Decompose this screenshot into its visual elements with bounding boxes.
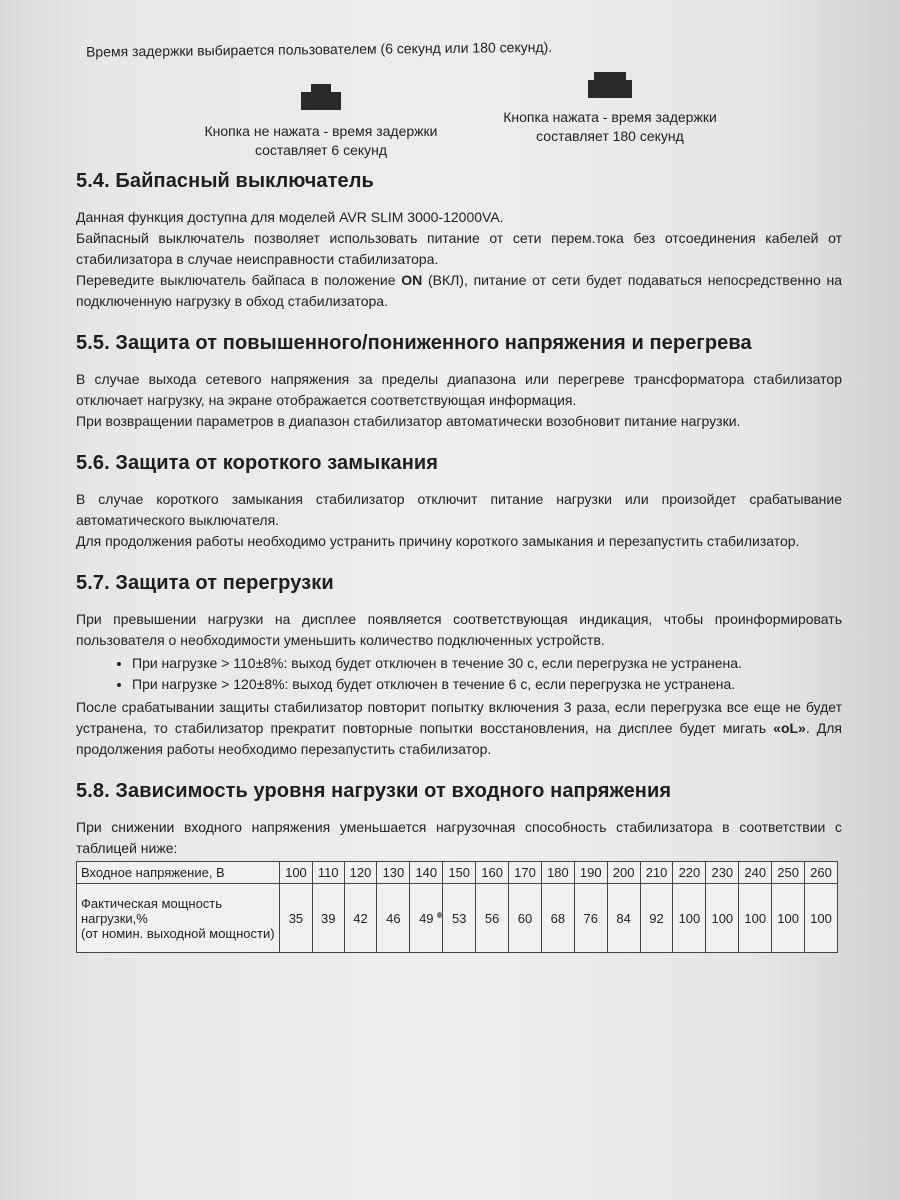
table-cell-load: 39	[312, 884, 344, 953]
delay-intro-text: Время задержки выбирается пользователем (6 секунд или 180 секунд).	[85, 38, 553, 60]
table-cell-load: 53	[443, 884, 476, 953]
table-cell-voltage: 240	[739, 862, 772, 884]
section-5-7-p2-text: После срабатывании защиты стабилизатор повторит попытку включения 3 раза, если перегрузка все еще не будет устранена, то стабилизатор прекратит повторные попытки восстановления, на дисплее будет мигать	[76, 699, 842, 736]
table-cell-voltage: 210	[640, 862, 673, 884]
table-cell-voltage: 120	[344, 862, 377, 884]
section-5-4-p1: Данная функция доступна для моделей AVR SLIM 3000-12000VA.	[76, 209, 504, 225]
table-cell-voltage: 220	[673, 862, 706, 884]
table-cell-voltage: 150	[443, 862, 476, 884]
table-header-label: Входное напряжение, В	[77, 862, 280, 884]
table-cell-load: 84	[607, 884, 640, 953]
section-5-5-p2: При возвращении параметров в диапазон стабилизатор автоматически возобновит питание нагрузки.	[76, 413, 741, 429]
table-cell-load: 100	[673, 884, 706, 953]
section-5-4-p3	[76, 270, 842, 312]
document-content	[76, 170, 842, 973]
section-5-4-p3-text: Переведите выключатель байпаса в положение	[76, 272, 402, 288]
table-cell-load: 49	[410, 884, 443, 953]
overload-bullet-1: • При нагрузке > 110±8%: выход будет отключен в течение 30 с, если перегрузка не устранена.	[132, 653, 842, 674]
table-cell-voltage: 170	[509, 862, 542, 884]
button-unpressed-icon	[301, 92, 341, 110]
table-cell-load: 46	[377, 884, 410, 953]
section-5-7-title: 5.7. Защита от перегрузки	[76, 572, 334, 594]
section-5-7-p1: При превышении нагрузки на дисплее появляется соответствующая индикация, чтобы проинформировать пользователя о необходимости уменьшить количество подключенных устройств.	[76, 611, 842, 648]
table-cell-load: 100	[772, 884, 805, 953]
ol-indicator-label: «oL»	[773, 720, 806, 736]
button-pressed-caption-line2: составляет 180 секунд	[536, 128, 684, 144]
table-cell-voltage: 200	[607, 862, 640, 884]
table-row-voltage	[77, 862, 838, 884]
section-5-5-p1: В случае выхода сетевого напряжения за пределы диапазона или перегреве трансформатора стабилизатор отключает нагрузку, на экране отображается соответствующая информация.	[76, 371, 842, 408]
table-cell-voltage: 140	[410, 862, 443, 884]
table-cell-load: 42	[344, 884, 377, 953]
section-5-7	[76, 572, 842, 760]
button-pressed-icon	[588, 72, 632, 98]
section-5-4-p3-text-end: (ВКЛ), питание от сети будет подаваться непосредственно на подключенную нагрузку в обход стабилизатора.	[76, 272, 842, 309]
table-cell-voltage: 100	[280, 862, 313, 884]
section-5-6-title: 5.6. Защита от короткого замыкания	[76, 452, 439, 474]
table-cell-voltage: 160	[476, 862, 509, 884]
section-5-6-p2: Для продолжения работы необходимо устранить причину короткого замыкания и перезапустить стабилизатор.	[76, 533, 800, 549]
button-pressed-caption-line1: Кнопка нажата - время задержки	[503, 109, 717, 125]
table-cell-voltage: 250	[772, 862, 805, 884]
section-5-8-p1: При снижении входного напряжения уменьшается нагрузочная способность стабилизатора в соответствии с таблицей ниже:	[76, 819, 842, 856]
button-unpressed-caption-line2: составляет 6 секунд	[254, 142, 388, 158]
section-5-8-title: 5.8. Зависимость уровня нагрузки от входного напряжения	[76, 780, 672, 802]
button-pressed-illustration	[480, 72, 740, 146]
table-load-label	[77, 884, 280, 953]
button-unpressed-illustration	[186, 86, 456, 160]
table-cell-voltage: 190	[574, 862, 607, 884]
table-cell-voltage: 130	[377, 862, 410, 884]
table-cell-load: 100	[739, 884, 772, 953]
section-5-7-p2	[76, 697, 842, 760]
table-load-label-line1: Фактическая мощность нагрузки,%	[81, 895, 223, 926]
table-cell-load: 100	[805, 884, 838, 953]
table-load-label-line2: (от номин. выходной мощности)	[81, 925, 275, 941]
table-cell-load: 76	[574, 884, 607, 953]
section-5-4-on-label: ON	[401, 272, 423, 288]
section-5-6-p1: В случае короткого замыкания стабилизатор отключит питание нагрузки или произойдет срабатывание автоматического выключателя.	[76, 491, 842, 528]
table-cell-load: 35	[280, 884, 313, 953]
section-5-4	[76, 170, 842, 312]
button-unpressed-caption-line1: Кнопка не нажата - время задержки	[204, 123, 438, 139]
section-5-7-p2-text-end: . Для продолжения работы необходимо перезапустить стабилизатор.	[76, 720, 842, 757]
overload-bullet-list	[76, 653, 842, 695]
section-5-4-p2: Байпасный выключатель позволяет использовать питание от сети перем.тока без отсоединения кабелей от стабилизатора в случае неисправности стабилизатора.	[76, 230, 842, 267]
section-5-5-title: 5.5. Защита от повышенного/пониженного напряжения и перегрева	[76, 332, 752, 354]
table-cell-voltage: 260	[805, 862, 838, 884]
table-cell-load: 100	[706, 884, 739, 953]
table-cell-voltage: 180	[541, 862, 574, 884]
table-cell-voltage: 110	[312, 862, 344, 884]
table-cell-load: 92	[640, 884, 673, 953]
table-cell-load: 56	[476, 884, 509, 953]
section-5-5	[76, 332, 842, 432]
section-5-6	[76, 452, 842, 552]
table-cell-load: 68	[541, 884, 574, 953]
overload-bullet-2: • При нагрузке > 120±8%: выход будет отключен в течение 6 с, если перегрузка не устранена.	[132, 674, 842, 695]
load-vs-voltage-table	[76, 861, 838, 953]
table-cell-voltage: 230	[706, 862, 739, 884]
paper-smudge	[437, 912, 442, 918]
table-cell-load: 60	[509, 884, 542, 953]
section-5-4-title: 5.4. Байпасный выключатель	[76, 170, 374, 192]
table-row-load	[77, 884, 838, 953]
section-5-8	[76, 780, 842, 953]
